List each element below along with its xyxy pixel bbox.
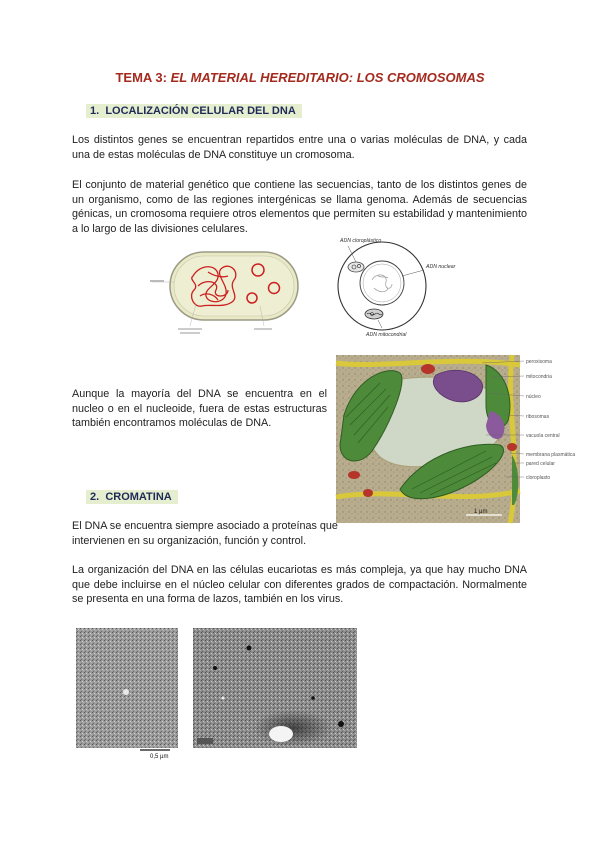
label-dna-mitochondrial: ADN mitocondrial — [366, 332, 407, 338]
title-main: EL MATERIAL HEREDITARIO: LOS CROMOSOMAS — [170, 70, 485, 85]
section-label: LOCALIZACIÓN CELULAR DEL DNA — [105, 105, 296, 117]
nucleus — [360, 261, 404, 305]
label-membrana: membrana plasmática — [526, 452, 576, 458]
mitochondrion — [348, 471, 360, 479]
paragraph-eucariotas: La organización del DNA en las células eucariotas es más compleja, ya que hay mucho DNA que debe incluirse en el núcleo celular con diferentes grados de compactación. Normalmente se presenta en una forma de lazos, también en los virus. — [72, 564, 527, 606]
chromatin-em-2 — [193, 628, 357, 748]
plant-cell-micrograph — [336, 355, 576, 523]
paragraph-dna-extranuclear: Aunque la mayoría del DNA se encuentra en el nucleo o en el nucleoide, fuera de estas estructuras también encontramos moléculas de DNA. — [72, 388, 327, 430]
label-vacuola: vacuola central — [526, 433, 560, 439]
em-grain — [76, 628, 178, 748]
section-heading-cromatina — [86, 490, 178, 504]
em-speck — [123, 689, 129, 695]
scale-label: 1 µm — [474, 509, 488, 515]
em-bright-spot — [269, 726, 293, 742]
paragraph-genes: Los distintos genes se encuentran repartidos entre una o varias moléculas de DNA, y cada una de estas moléculas de DNA constituye un cromosoma. — [72, 134, 527, 161]
label-nucleo: núcleo — [526, 394, 541, 400]
label-dna-nuclear: ADN nuclear — [426, 264, 456, 270]
label-cloroplasto: cloroplasto — [526, 475, 551, 481]
eukaryote-cell-figure — [326, 236, 460, 344]
section-number: 1. — [90, 105, 100, 117]
em-dot — [311, 696, 315, 700]
label-placeholder — [178, 328, 202, 330]
em-dot — [222, 697, 225, 700]
label-peroxisoma: peroxisoma — [526, 359, 552, 365]
label-placeholder — [150, 280, 164, 282]
em-dot — [338, 721, 344, 727]
section-number: 2. — [90, 491, 100, 503]
label-mitocondria: mitocondria — [526, 374, 552, 380]
em-scale-label: 0,5 µm — [150, 754, 169, 760]
section-heading-localizacion — [86, 104, 302, 118]
paragraph-genoma: El conjunto de material genético que contiene las secuencias, tanto de los distintos genes de un organismo, como de las regiones intergénicas se llama genoma. Además de secuencias génicas, un cromosoma requiere otros elementos que permiten su estabilidad y mantenimiento a lo largo de las divisiones celulares. — [72, 179, 527, 235]
prokaryote-cell-figure — [148, 246, 308, 338]
paragraph-proteinas: El DNA se encuentra siempre asociado a proteínas que intervienen en su organización, función y control. — [72, 520, 338, 547]
em-dot — [213, 666, 217, 670]
mitochondrion — [365, 309, 383, 319]
mitochondrion — [507, 443, 517, 451]
cell-membrane — [174, 256, 294, 316]
micrograph-labels — [526, 359, 575, 481]
mitochondrion — [421, 364, 435, 374]
em-dot — [247, 646, 252, 651]
label-ribosomas: ribosomas — [526, 414, 550, 420]
label-dna-chloroplast: ADN cloroplástico — [340, 238, 382, 244]
section-label: CROMATINA — [105, 491, 172, 503]
page-title — [0, 70, 600, 85]
label-pared: pared celular — [526, 461, 555, 467]
chromatin-em-1 — [76, 628, 178, 760]
label-placeholder — [254, 328, 272, 330]
label-placeholder — [180, 332, 200, 334]
title-prefix: TEMA 3: — [115, 70, 171, 85]
em-caption-block — [197, 738, 213, 744]
em-dense-region — [253, 710, 333, 746]
mitochondrion — [363, 489, 373, 497]
